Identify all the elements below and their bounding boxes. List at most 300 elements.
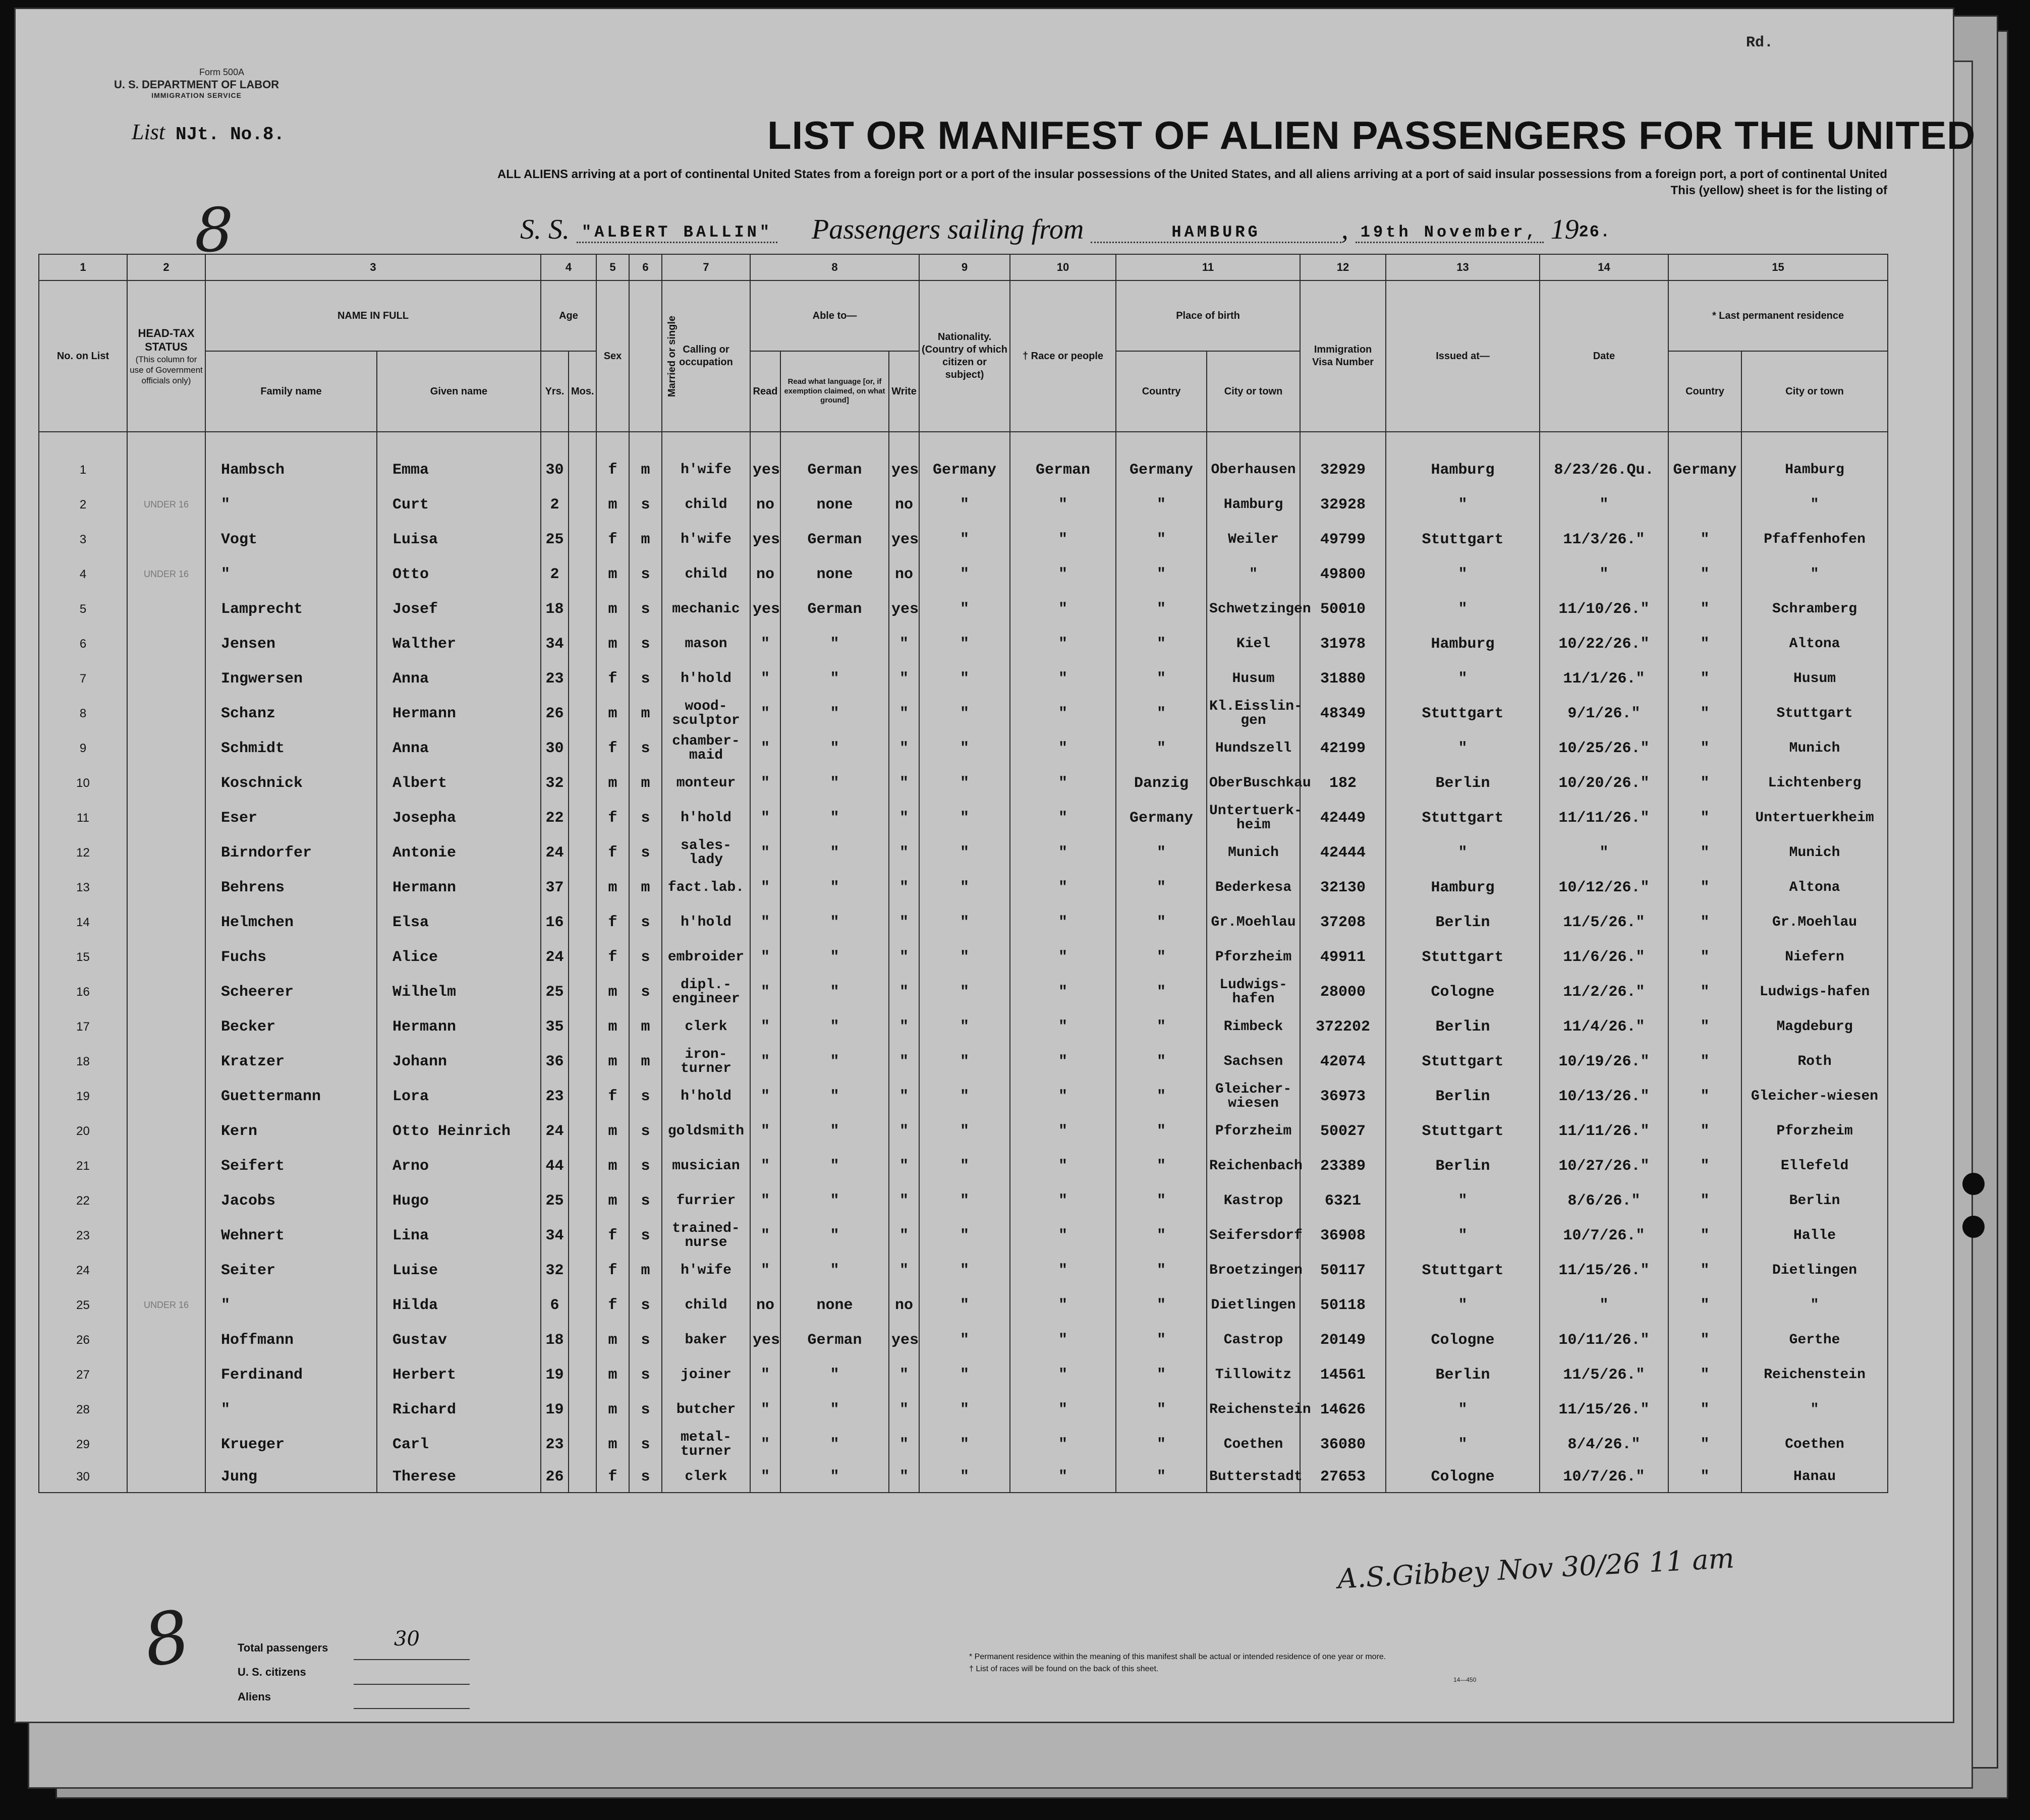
sex: f bbox=[596, 1253, 629, 1288]
read-language: " bbox=[780, 1392, 889, 1427]
head-tax-status bbox=[127, 1183, 205, 1218]
marital-status: s bbox=[629, 801, 662, 835]
head-tax-status bbox=[127, 1323, 205, 1357]
nationality: " bbox=[919, 1183, 1010, 1218]
subtitle-line: This (yellow) sheet is for the listing of bbox=[1670, 184, 1887, 198]
race: " bbox=[1010, 1114, 1116, 1149]
read-language: " bbox=[780, 905, 889, 940]
can-write: yes bbox=[889, 592, 919, 627]
age-years: 18 bbox=[541, 592, 569, 627]
race: " bbox=[1010, 1079, 1116, 1114]
age-years: 44 bbox=[541, 1149, 569, 1183]
table-row bbox=[39, 1462, 1888, 1493]
occupation: mechanic bbox=[662, 592, 750, 627]
marital-status: m bbox=[629, 522, 662, 557]
occupation: h'hold bbox=[662, 801, 750, 835]
age-years: 30 bbox=[541, 452, 569, 487]
can-write: " bbox=[889, 627, 919, 661]
head-tax-status bbox=[127, 1149, 205, 1183]
rd-mark: Rd. bbox=[1746, 34, 1774, 51]
birth-country: " bbox=[1116, 1009, 1207, 1044]
birth-city: Gleicher-wiesen bbox=[1207, 1079, 1300, 1114]
age-years: 32 bbox=[541, 766, 569, 801]
occupation: wood-sculptor bbox=[662, 696, 750, 731]
aliens-row bbox=[238, 1685, 470, 1709]
department: U. S. DEPARTMENT OF LABOR bbox=[114, 78, 279, 91]
page-title: LIST OR MANIFEST OF ALIEN PASSENGERS FOR THE UNITED bbox=[767, 113, 1976, 157]
sex: f bbox=[596, 661, 629, 696]
read-language: " bbox=[780, 1149, 889, 1183]
age-years: 35 bbox=[541, 1009, 569, 1044]
read-language: German bbox=[780, 452, 889, 487]
family-name: Jacobs bbox=[205, 1183, 377, 1218]
table-row bbox=[39, 1218, 1888, 1253]
race: " bbox=[1010, 661, 1116, 696]
read-language: none bbox=[780, 557, 889, 592]
birth-city: Hundszell bbox=[1207, 731, 1300, 766]
visa-date: 10/11/26." bbox=[1540, 1323, 1668, 1357]
head-tax-status bbox=[127, 1253, 205, 1288]
family-name: Hoffmann bbox=[205, 1323, 377, 1357]
issued-at: Stuttgart bbox=[1386, 1253, 1540, 1288]
birth-city: Reichenstein bbox=[1207, 1392, 1300, 1427]
visa-number: 31978 bbox=[1300, 627, 1386, 661]
sex: f bbox=[596, 1218, 629, 1253]
residence-country: " bbox=[1668, 1183, 1741, 1218]
age-months bbox=[569, 940, 596, 975]
sex: m bbox=[596, 487, 629, 522]
residence-country: " bbox=[1668, 627, 1741, 661]
subtitle-line: ALL ALIENS arriving at a port of continental United States from a foreign port or a port of the insular possessions of the United States, and all aliens arriving at a port of said insular possessions from a foreign port, a port of continental United bbox=[497, 167, 1887, 181]
given-name: Therese bbox=[377, 1462, 541, 1493]
can-read: yes bbox=[750, 522, 780, 557]
sex: m bbox=[596, 557, 629, 592]
can-read: " bbox=[750, 766, 780, 801]
sex: f bbox=[596, 1288, 629, 1323]
residence-city: Stuttgart bbox=[1741, 696, 1888, 731]
sailing-label: Passengers sailing from bbox=[812, 214, 1084, 245]
can-read: " bbox=[750, 1114, 780, 1149]
can-read: " bbox=[750, 696, 780, 731]
birth-city: Kiel bbox=[1207, 627, 1300, 661]
given-name: Albert bbox=[377, 766, 541, 801]
read-language: " bbox=[780, 1044, 889, 1079]
col-number: 4 bbox=[541, 254, 596, 280]
birth-city: Rimbeck bbox=[1207, 1009, 1300, 1044]
residence-country: " bbox=[1668, 870, 1741, 905]
age-years: 24 bbox=[541, 1114, 569, 1149]
family-name: Birndorfer bbox=[205, 835, 377, 870]
race: " bbox=[1010, 835, 1116, 870]
marital-status: s bbox=[629, 1183, 662, 1218]
age-years: 2 bbox=[541, 557, 569, 592]
nationality: " bbox=[919, 1149, 1010, 1183]
residence-city: Untertuerkheim bbox=[1741, 801, 1888, 835]
can-write: yes bbox=[889, 452, 919, 487]
age-years: 23 bbox=[541, 1427, 569, 1462]
age-months bbox=[569, 1149, 596, 1183]
row-number: 24 bbox=[39, 1253, 127, 1288]
age-months bbox=[569, 487, 596, 522]
race: " bbox=[1010, 975, 1116, 1009]
occupation: clerk bbox=[662, 1462, 750, 1493]
birth-country: " bbox=[1116, 1357, 1207, 1392]
race: " bbox=[1010, 1149, 1116, 1183]
residence-country: " bbox=[1668, 940, 1741, 975]
can-write: " bbox=[889, 661, 919, 696]
occupation: h'hold bbox=[662, 905, 750, 940]
given-name: Antonie bbox=[377, 835, 541, 870]
visa-number: 36080 bbox=[1300, 1427, 1386, 1462]
marital-status: s bbox=[629, 1357, 662, 1392]
col-number: 8 bbox=[750, 254, 919, 280]
can-read: no bbox=[750, 1288, 780, 1323]
handwritten-number: 8 bbox=[195, 196, 234, 266]
age-months bbox=[569, 1009, 596, 1044]
can-read: " bbox=[750, 870, 780, 905]
family-name: Koschnick bbox=[205, 766, 377, 801]
can-read: " bbox=[750, 1218, 780, 1253]
birth-country: " bbox=[1116, 905, 1207, 940]
age-years: 36 bbox=[541, 1044, 569, 1079]
can-write: no bbox=[889, 1288, 919, 1323]
visa-date: 10/19/26." bbox=[1540, 1044, 1668, 1079]
occupation: h'wife bbox=[662, 522, 750, 557]
sex: m bbox=[596, 975, 629, 1009]
nationality: " bbox=[919, 1462, 1010, 1493]
read-language: " bbox=[780, 696, 889, 731]
marital-status: m bbox=[629, 1009, 662, 1044]
race: " bbox=[1010, 1392, 1116, 1427]
head-tax-status bbox=[127, 696, 205, 731]
age-years: 25 bbox=[541, 522, 569, 557]
head-tax-status bbox=[127, 592, 205, 627]
no-on-list-header: No. on List bbox=[39, 280, 127, 432]
col-number: 5 bbox=[596, 254, 629, 280]
visa-date: 10/27/26." bbox=[1540, 1149, 1668, 1183]
head-tax-status bbox=[127, 1114, 205, 1149]
row-number: 17 bbox=[39, 1009, 127, 1044]
birth-city: Reichenbach bbox=[1207, 1149, 1300, 1183]
issued-at: Stuttgart bbox=[1386, 522, 1540, 557]
family-name: Lamprecht bbox=[205, 592, 377, 627]
table-row bbox=[39, 940, 1888, 975]
nationality: " bbox=[919, 696, 1010, 731]
given-name-header: Given name bbox=[377, 351, 541, 432]
marital-status: s bbox=[629, 1149, 662, 1183]
table-row bbox=[39, 487, 1888, 522]
can-write: no bbox=[889, 557, 919, 592]
visa-date: 9/1/26." bbox=[1540, 696, 1668, 731]
can-read: yes bbox=[750, 592, 780, 627]
issued-at: Cologne bbox=[1386, 1323, 1540, 1357]
col-number: 9 bbox=[919, 254, 1010, 280]
given-name: Alice bbox=[377, 940, 541, 975]
residence-city: " bbox=[1741, 487, 1888, 522]
visa-date: 10/25/26." bbox=[1540, 731, 1668, 766]
table-row bbox=[39, 627, 1888, 661]
nationality: " bbox=[919, 592, 1010, 627]
residence-country: " bbox=[1668, 696, 1741, 731]
can-read: " bbox=[750, 627, 780, 661]
residence-country: " bbox=[1668, 1427, 1741, 1462]
birth-city: Hamburg bbox=[1207, 487, 1300, 522]
marital-status: s bbox=[629, 627, 662, 661]
given-name: Richard bbox=[377, 1392, 541, 1427]
row-number: 23 bbox=[39, 1218, 127, 1253]
nationality: " bbox=[919, 487, 1010, 522]
age-years: 22 bbox=[541, 801, 569, 835]
birth-city: Coethen bbox=[1207, 1427, 1300, 1462]
issued-at: " bbox=[1386, 1427, 1540, 1462]
row-number: 29 bbox=[39, 1427, 127, 1462]
occupation: trained-nurse bbox=[662, 1218, 750, 1253]
sex: m bbox=[596, 627, 629, 661]
visa-number: 50010 bbox=[1300, 592, 1386, 627]
issued-at: Berlin bbox=[1386, 1149, 1540, 1183]
birth-country: " bbox=[1116, 592, 1207, 627]
visa-number: 50117 bbox=[1300, 1253, 1386, 1288]
married-header bbox=[629, 280, 678, 432]
age-years: 16 bbox=[541, 905, 569, 940]
can-read: " bbox=[750, 1462, 780, 1493]
issued-at: Hamburg bbox=[1386, 627, 1540, 661]
table-row bbox=[39, 1149, 1888, 1183]
visa-number: 14626 bbox=[1300, 1392, 1386, 1427]
race: " bbox=[1010, 870, 1116, 905]
birth-city-header: City or town bbox=[1207, 351, 1300, 432]
sex: m bbox=[596, 1357, 629, 1392]
birth-country: " bbox=[1116, 1392, 1207, 1427]
age-months bbox=[569, 1079, 596, 1114]
residence-country: " bbox=[1668, 1079, 1741, 1114]
can-read: no bbox=[750, 487, 780, 522]
birth-city: Dietlingen bbox=[1207, 1288, 1300, 1323]
sex: m bbox=[596, 1323, 629, 1357]
race: " bbox=[1010, 522, 1116, 557]
visa-date: 11/5/26." bbox=[1540, 905, 1668, 940]
birth-city: Untertuerk-heim bbox=[1207, 801, 1300, 835]
birth-city: Sachsen bbox=[1207, 1044, 1300, 1079]
residence-country: " bbox=[1668, 557, 1741, 592]
marital-status: s bbox=[629, 1427, 662, 1462]
read-language: " bbox=[780, 870, 889, 905]
residence-city: Husum bbox=[1741, 661, 1888, 696]
race: " bbox=[1010, 1044, 1116, 1079]
visa-number: 49911 bbox=[1300, 940, 1386, 975]
family-name: Krueger bbox=[205, 1427, 377, 1462]
nationality: " bbox=[919, 1288, 1010, 1323]
head-tax-status bbox=[127, 627, 205, 661]
birth-city: OberBuschkau bbox=[1207, 766, 1300, 801]
issued-at: Berlin bbox=[1386, 766, 1540, 801]
given-name: Josef bbox=[377, 592, 541, 627]
visa-date: 10/22/26." bbox=[1540, 627, 1668, 661]
head-tax-status bbox=[127, 801, 205, 835]
read-language: " bbox=[780, 1427, 889, 1462]
can-write: " bbox=[889, 1009, 919, 1044]
can-write: " bbox=[889, 1114, 919, 1149]
age-months bbox=[569, 1253, 596, 1288]
family-name: Scheerer bbox=[205, 975, 377, 1009]
occupation: sales-lady bbox=[662, 835, 750, 870]
footnote-residence: * Permanent residence within the meaning of this manifest shall be actual or intended residence of one year or more. bbox=[969, 1653, 1386, 1661]
port-name: HAMBURG bbox=[1091, 223, 1341, 243]
last-residence-header: * Last permanent residence bbox=[1668, 280, 1888, 351]
can-write: " bbox=[889, 940, 919, 975]
can-read: yes bbox=[750, 452, 780, 487]
row-number: 7 bbox=[39, 661, 127, 696]
can-write: " bbox=[889, 905, 919, 940]
residence-country: " bbox=[1668, 731, 1741, 766]
age-years: 25 bbox=[541, 975, 569, 1009]
table-row bbox=[39, 1357, 1888, 1392]
sex-header: Sex bbox=[596, 280, 629, 432]
age-years: 23 bbox=[541, 661, 569, 696]
visa-date: 11/4/26." bbox=[1540, 1009, 1668, 1044]
total-passengers-line bbox=[354, 1627, 470, 1660]
race: " bbox=[1010, 1009, 1116, 1044]
can-write: " bbox=[889, 731, 919, 766]
race: " bbox=[1010, 1323, 1116, 1357]
residence-country: " bbox=[1668, 835, 1741, 870]
occupation: fact.lab. bbox=[662, 870, 750, 905]
table-row bbox=[39, 1253, 1888, 1288]
handwritten-number: 8 bbox=[137, 1595, 196, 1684]
row-number: 1 bbox=[39, 452, 127, 487]
family-name: Seifert bbox=[205, 1149, 377, 1183]
family-name: Kern bbox=[205, 1114, 377, 1149]
age-months bbox=[569, 870, 596, 905]
subtitle bbox=[409, 166, 1887, 199]
birth-country: " bbox=[1116, 870, 1207, 905]
age-months bbox=[569, 766, 596, 801]
marital-status: s bbox=[629, 905, 662, 940]
issued-at: Stuttgart bbox=[1386, 801, 1540, 835]
can-write: " bbox=[889, 835, 919, 870]
can-read: " bbox=[750, 905, 780, 940]
age-years: 26 bbox=[541, 1462, 569, 1493]
sex: m bbox=[596, 1114, 629, 1149]
table-row bbox=[39, 835, 1888, 870]
read-language: " bbox=[780, 1079, 889, 1114]
column-number-row bbox=[39, 254, 1888, 280]
age-years: 26 bbox=[541, 696, 569, 731]
row-number: 30 bbox=[39, 1462, 127, 1493]
race: " bbox=[1010, 1218, 1116, 1253]
table-row bbox=[39, 1323, 1888, 1357]
visa-date: 11/3/26." bbox=[1540, 522, 1668, 557]
race: " bbox=[1010, 766, 1116, 801]
visa-date: 10/20/26." bbox=[1540, 766, 1668, 801]
residence-city: Schramberg bbox=[1741, 592, 1888, 627]
list-number bbox=[132, 119, 285, 145]
age-years: 6 bbox=[541, 1288, 569, 1323]
birth-country: " bbox=[1116, 1218, 1207, 1253]
given-name: Luisa bbox=[377, 522, 541, 557]
issued-at: Berlin bbox=[1386, 1009, 1540, 1044]
sex: m bbox=[596, 696, 629, 731]
marital-status: s bbox=[629, 592, 662, 627]
family-name: Jensen bbox=[205, 627, 377, 661]
sex: f bbox=[596, 1462, 629, 1493]
can-read: " bbox=[750, 1079, 780, 1114]
read-language: German bbox=[780, 1323, 889, 1357]
can-write: " bbox=[889, 1253, 919, 1288]
age-months bbox=[569, 522, 596, 557]
table-row bbox=[39, 801, 1888, 835]
birth-city: Weiler bbox=[1207, 522, 1300, 557]
family-name: Seiter bbox=[205, 1253, 377, 1288]
family-name: Kratzer bbox=[205, 1044, 377, 1079]
given-name: Anna bbox=[377, 661, 541, 696]
sex: m bbox=[596, 592, 629, 627]
issued-at: Berlin bbox=[1386, 1079, 1540, 1114]
residence-city: Roth bbox=[1741, 1044, 1888, 1079]
head-tax-status bbox=[127, 731, 205, 766]
race: " bbox=[1010, 1253, 1116, 1288]
marital-status: s bbox=[629, 1462, 662, 1493]
given-name: Carl bbox=[377, 1427, 541, 1462]
age-years: 19 bbox=[541, 1357, 569, 1392]
nationality: " bbox=[919, 1357, 1010, 1392]
calling-header: Calling or occupation bbox=[662, 280, 750, 432]
given-name: Hugo bbox=[377, 1183, 541, 1218]
birth-city: Ludwigs-hafen bbox=[1207, 975, 1300, 1009]
residence-country: " bbox=[1668, 1357, 1741, 1392]
race: " bbox=[1010, 905, 1116, 940]
given-name: Hermann bbox=[377, 1009, 541, 1044]
spacer-row bbox=[39, 432, 1888, 452]
can-read: " bbox=[750, 1253, 780, 1288]
residence-country: " bbox=[1668, 1288, 1741, 1323]
residence-city: Berlin bbox=[1741, 1183, 1888, 1218]
footnotes bbox=[969, 1651, 1386, 1675]
row-number: 5 bbox=[39, 592, 127, 627]
visa-date: 8/6/26." bbox=[1540, 1183, 1668, 1218]
head-tax-status bbox=[127, 1357, 205, 1392]
birth-country: " bbox=[1116, 940, 1207, 975]
can-write: " bbox=[889, 1392, 919, 1427]
list-value: NJt. No.8. bbox=[176, 124, 285, 145]
age-years: 18 bbox=[541, 1323, 569, 1357]
table-row bbox=[39, 1183, 1888, 1218]
able-to-header: Able to— bbox=[750, 280, 919, 351]
age-years: 19 bbox=[541, 1392, 569, 1427]
total-passengers-row bbox=[238, 1627, 470, 1660]
age-months bbox=[569, 1427, 596, 1462]
head-tax-status bbox=[127, 1462, 205, 1493]
residence-country: " bbox=[1668, 1009, 1741, 1044]
birth-country-header: Country bbox=[1116, 351, 1207, 432]
age-months bbox=[569, 627, 596, 661]
visa-number: 50027 bbox=[1300, 1114, 1386, 1149]
sex: m bbox=[596, 1009, 629, 1044]
residence-city: " bbox=[1741, 1288, 1888, 1323]
visa-date: 11/1/26." bbox=[1540, 661, 1668, 696]
birth-country: " bbox=[1116, 1323, 1207, 1357]
can-read: " bbox=[750, 1392, 780, 1427]
date-header: Date bbox=[1540, 280, 1668, 432]
row-number: 26 bbox=[39, 1323, 127, 1357]
birth-country: Germany bbox=[1116, 452, 1207, 487]
age-years: 34 bbox=[541, 627, 569, 661]
residence-city: Gerthe bbox=[1741, 1323, 1888, 1357]
given-name: Otto Heinrich bbox=[377, 1114, 541, 1149]
issued-at: Cologne bbox=[1386, 1462, 1540, 1493]
residence-country: " bbox=[1668, 975, 1741, 1009]
read-language: " bbox=[780, 1183, 889, 1218]
